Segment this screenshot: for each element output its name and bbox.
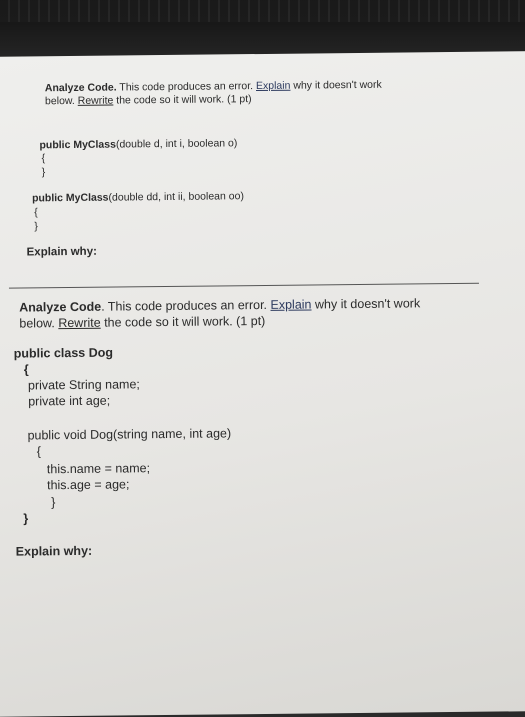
- q1-ctor1-close-brace: }: [41, 166, 46, 179]
- q1-constructor-2: [32, 190, 244, 205]
- q2-assign-age: this.age = age;: [46, 477, 130, 493]
- keyboard-background: [0, 0, 525, 60]
- q1-ctor1-params: (double d, int i, boolean o): [115, 137, 238, 151]
- q1-ctor2-close-brace: }: [34, 220, 38, 233]
- q2-text-c: below.: [19, 316, 55, 331]
- keyboard-keys: [0, 0, 525, 22]
- q2-method-close-brace: }: [51, 495, 56, 510]
- q1-constructor-1: [39, 137, 237, 152]
- q1-instructions: [45, 78, 475, 109]
- q1-text-a: This code produces an error.: [119, 80, 254, 94]
- q2-field-age: private int age;: [28, 393, 111, 409]
- q2-method-signature: public void Dog(string name, int age): [27, 426, 232, 443]
- q2-text-d: the code so it will work. (1 pt): [104, 313, 266, 330]
- q2-heading: Analyze Code: [19, 299, 102, 315]
- q1-text-b: why it doesn't work: [293, 78, 382, 92]
- q2-class-declaration: public class Dog: [13, 345, 114, 361]
- q1-ctor1-keyword: public MyClass: [39, 138, 117, 152]
- q2-assign-name: this.name = name;: [46, 461, 151, 477]
- q2-field-name: private String name;: [27, 377, 140, 393]
- q2-explain-link: Explain: [270, 297, 312, 312]
- q1-explain-link: Explain: [255, 79, 291, 93]
- q1-explain-why: Explain why:: [26, 245, 97, 259]
- q1-ctor2-keyword: public MyClass: [31, 191, 109, 205]
- q1-ctor2-params: (double dd, int ii, boolean oo): [108, 190, 244, 204]
- q2-text-b: why it doesn't work: [314, 296, 421, 312]
- q1-rewrite-link: Rewrite: [77, 94, 114, 107]
- q1-ctor2-open-brace: {: [34, 206, 38, 219]
- q2-class-open-brace: {: [23, 362, 29, 377]
- q2-class-close-brace: }: [23, 511, 29, 526]
- divider-line: [9, 283, 479, 289]
- q1-heading: Analyze Code.: [44, 81, 117, 95]
- q2-text-a: . This code produces an error.: [101, 297, 268, 314]
- q2-rewrite-link: Rewrite: [58, 315, 101, 331]
- q1-text-d: the code so it will work. (1 pt): [116, 93, 252, 107]
- q2-method-open-brace: {: [36, 444, 41, 459]
- question-2: [13, 295, 489, 559]
- q2-explain-why: Explain why:: [15, 543, 93, 559]
- q1-ctor1-open-brace: {: [41, 152, 46, 165]
- q1-text-c: below.: [44, 94, 75, 108]
- q2-instructions: [19, 295, 489, 332]
- question-1: [26, 78, 475, 259]
- worksheet-paper: [0, 51, 525, 717]
